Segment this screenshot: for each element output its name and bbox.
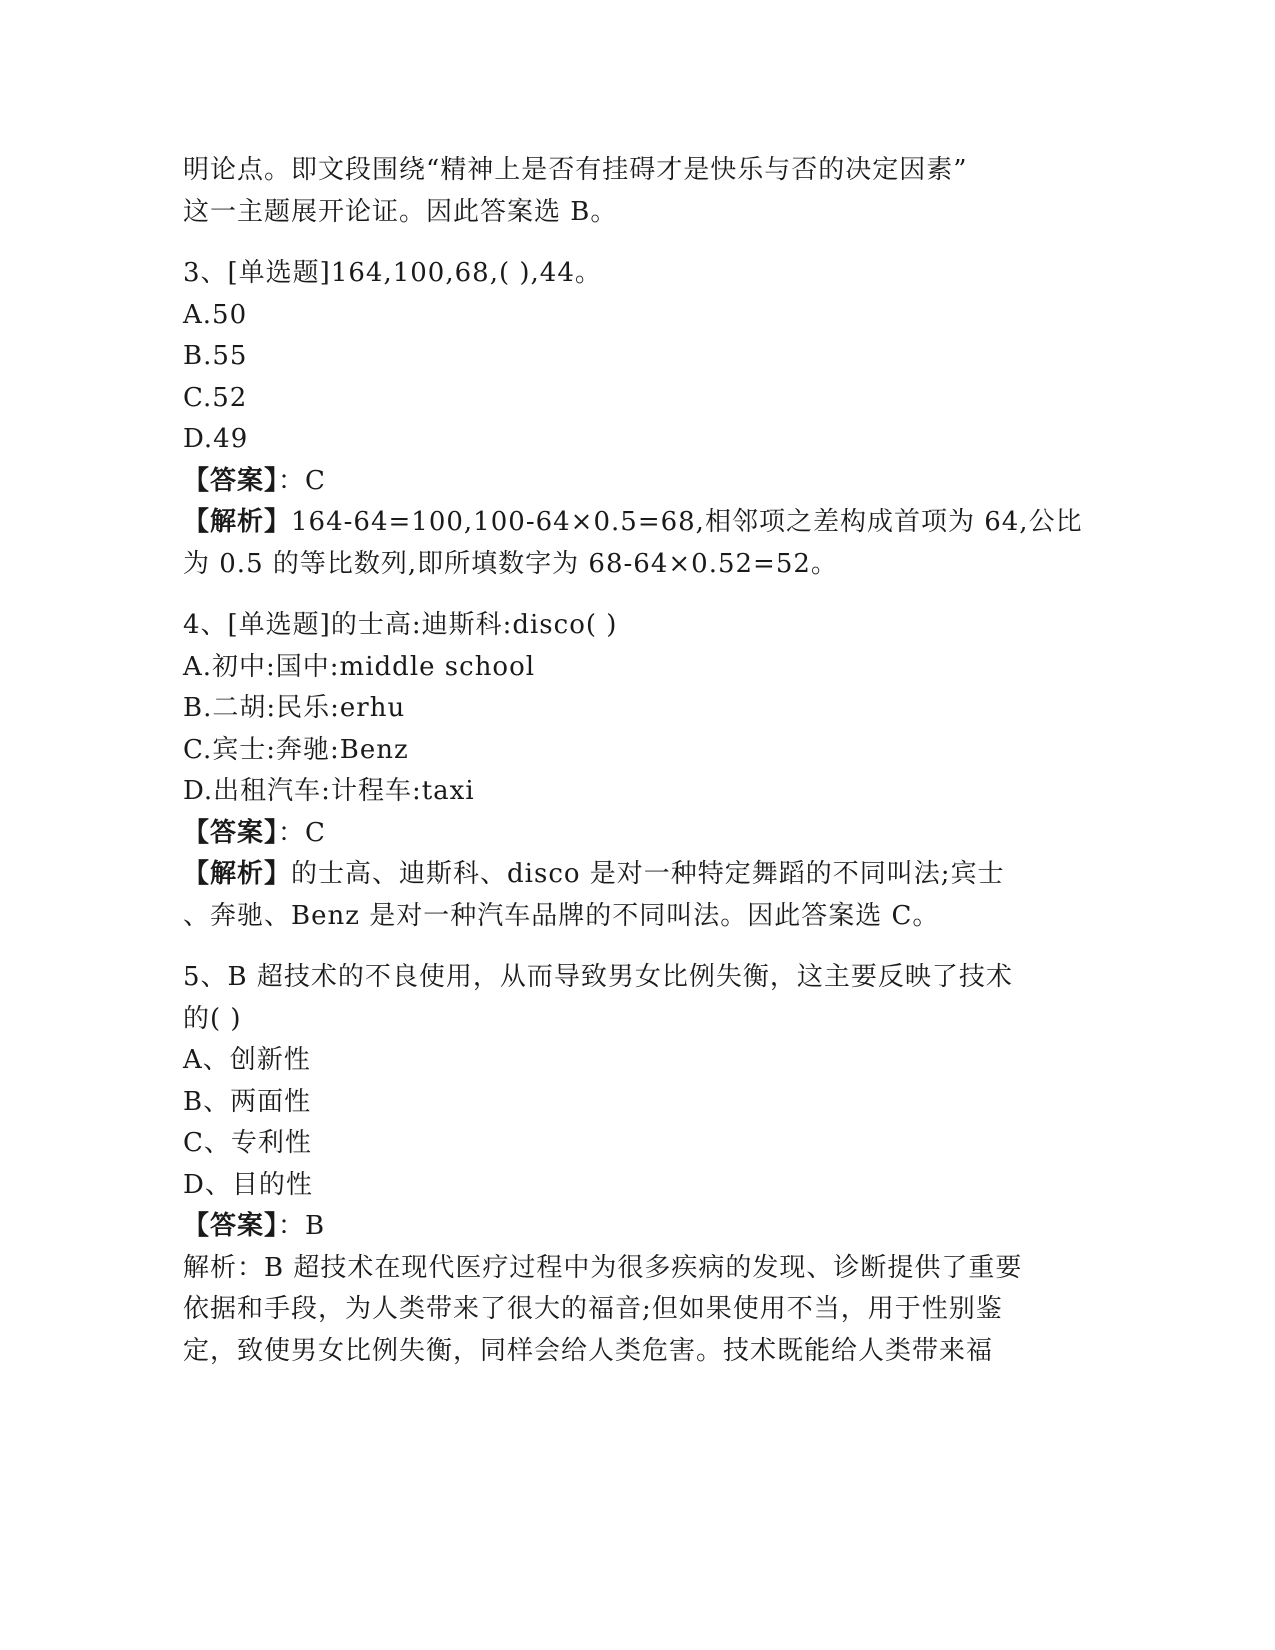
option-b: B、两面性 [183,1086,312,1117]
intro-line: 明论点。即文段围绕“精神上是否有挂碍才是快乐与否的决定因素” [183,155,968,185]
analysis-label: 【解析】 [183,507,292,537]
analysis-line [183,502,1083,544]
answer-label: 【答案】 [183,1211,279,1241]
option-d: D.出租汽车:计程车:taxi [183,776,475,806]
question-stem: 4、[单选题]的士高:迪斯科:disco( ) [183,610,618,640]
question-3 [183,253,1083,585]
answer-label: 【答案】 [183,817,279,848]
analysis-line: 定，致使男女比例失衡，同样会给人类危害。技术既能给人类带来福 [183,1335,994,1366]
answer-value: ：C [278,465,326,496]
question-stem: 的( ) [183,1003,242,1034]
answer-line [183,461,1083,503]
analysis-line [183,854,1083,896]
option-c: C.宾士:奔驰:Benz [183,734,409,765]
intro-paragraph [183,150,1083,233]
answer-value: ：C [278,817,326,848]
question-5 [183,957,1083,1372]
analysis-text: 的士高、迪斯科、disco 是对一种特定舞蹈的不同叫法;宾士 [291,859,1005,889]
option-a: A.50 [183,299,248,330]
option-b: B.55 [183,341,248,371]
analysis-label: 【解析】 [183,859,292,889]
option-d: D.49 [183,424,249,454]
answer-line [183,813,1083,855]
analysis-line: 依据和手段，为人类带来了很大的福音;但如果使用不当，用于性别鉴 [183,1294,1003,1324]
option-c: C.52 [183,382,248,413]
analysis-line: 、奔驰、Benz 是对一种汽车品牌的不同叫法。因此答案选 C。 [183,900,940,931]
analysis-line: 为 0.5 的等比数列,即所填数字为 68-64×0.52=52。 [183,548,838,579]
option-a: A、创新性 [183,1045,311,1075]
option-c: C、专利性 [183,1128,312,1158]
analysis-line: 解析：B 超技术在现代医疗过程中为很多疾病的发现、诊断提供了重要 [183,1252,1023,1283]
option-d: D、目的性 [183,1169,313,1200]
analysis-text: 164-64=100,100-64×0.5=68,相邻项之差构成首项为 64,公比 [291,507,1083,537]
question-4 [183,605,1083,937]
option-b: B.二胡:民乐:erhu [183,693,406,723]
document-page [183,150,1083,1372]
intro-line: 这一主题展开论证。因此答案选 B。 [183,196,618,227]
option-a: A.初中:国中:middle school [183,651,536,682]
question-stem: 3、[单选题]164,100,68,( ),44。 [183,258,602,288]
answer-line [183,1206,1083,1248]
answer-value: ：B [278,1211,326,1241]
answer-label: 【答案】 [183,465,279,496]
question-stem: 5、B 超技术的不良使用，从而导致男女比例失衡，这主要反映了技术 [183,962,1013,992]
